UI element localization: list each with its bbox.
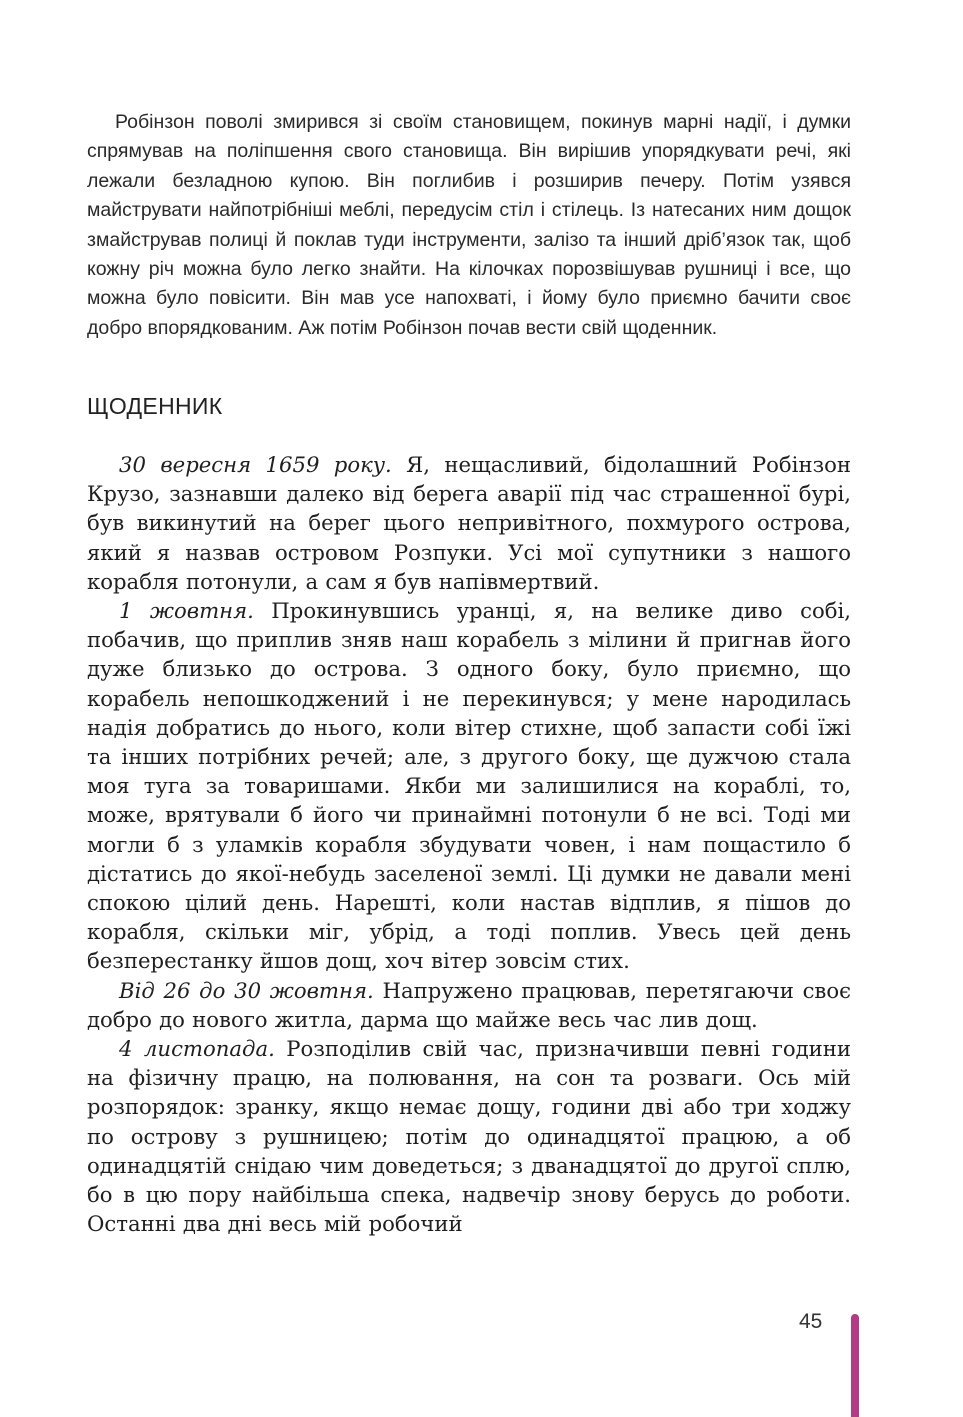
entry-date: 30 вересня 1659 року.: [119, 452, 392, 477]
diary-entry: [87, 1034, 851, 1238]
intro-paragraph: Робінзон поволі змирився зі своїм становищем, покинув марні надії, і думки спрямував на поліпшення свого становища. Він вирішив упорядкувати речі, які лежали безладною купою. Він поглибив і розширив печеру. Потім узявся майструвати найпотрібніші меблі, передусім стіл і стілець. Із натесаних ним дощок змайстрував полиці й поклав туди інструменти, залізо та інший дріб’язок так, щоб кожну річ можна було легко знайти. На кілочках порозвішував рушниці і все, що можна було повісити. Він мав усе напохваті, і йому було приємно бачити своє добро впорядкованим. Аж потім Робінзон почав вести свій щоденник.: [87, 111, 851, 339]
entry-date: 1 жовтня.: [119, 598, 254, 624]
diary-entry: [87, 450, 851, 596]
entry-date: 4 листопада.: [119, 1036, 275, 1062]
page-edge-marker: [851, 1314, 859, 1417]
entry-text: Напружено працював, перетягаючи своє добро до нового житла, дарма що майже весь час лив дощ.: [87, 977, 851, 1032]
section-heading: ЩОДЕННИК: [87, 393, 223, 419]
entry-text: Прокинувшись уранці, я, на велике диво собі, побачив, що приплив зняв наш корабель з мілини й пригнав його дуже близько до острова. З одного боку, було приємно, що корабель непошкоджений і не перекинувся; у мене народилась надія добратись до нього, коли вітер стихне, щоб запасти собі їжі та інших потрібних речей; але, з другого боку, ще дужчою стала моя туга за товаришами. Якби ми залишилися на кораблі, то, може, врятували б його чи принаймні потонули б не всі. Тоді ми могли б з уламків корабля збудувати човен, і нам пощастило б дістатись до якої-небудь заселеної землі. Ці думки не давали мені спокою цілий день. Нарешті, коли настав відплив, я пішов до корабля, скільки міг, убрід, а тоді поплив. Увесь цей день безперестанку йшов дощ, хоч вітер зовсім стих.: [87, 598, 851, 974]
diary-entries: [87, 450, 851, 1238]
entry-text: Розподілив свій час, призначивши певні години на фізичну працю, на полювання, на сон та розваги. Ось мій розпорядок: зранку, якщо немає дощу, години дві або три ходжу по острову з рушницею; потім до одинадцятої працюю, а об одинадцятій снідаю чим доведеться; з дванадцятої до другої сплю, бо в цю пору найбільша спека, надвечір знову берусь до роботи. Останні два дні весь мій робочий: [87, 1036, 851, 1237]
entry-date: Від 26 до 30 жовтня.: [119, 977, 374, 1003]
entry-text: Я, нещасливий, бідолашний Робінзон Крузо, зазнавши далеко від берега аварії під час страшенної бурі, був викинутий на берег цього непривітного, похмурого острова, який я назвав островом Розпуки. Усі мої супутники з нашого корабля потонули, а сам я був напівмертвий.: [87, 452, 851, 594]
diary-entry: [87, 596, 851, 976]
diary-entry: [87, 976, 851, 1034]
page-number: 45: [799, 1310, 823, 1333]
